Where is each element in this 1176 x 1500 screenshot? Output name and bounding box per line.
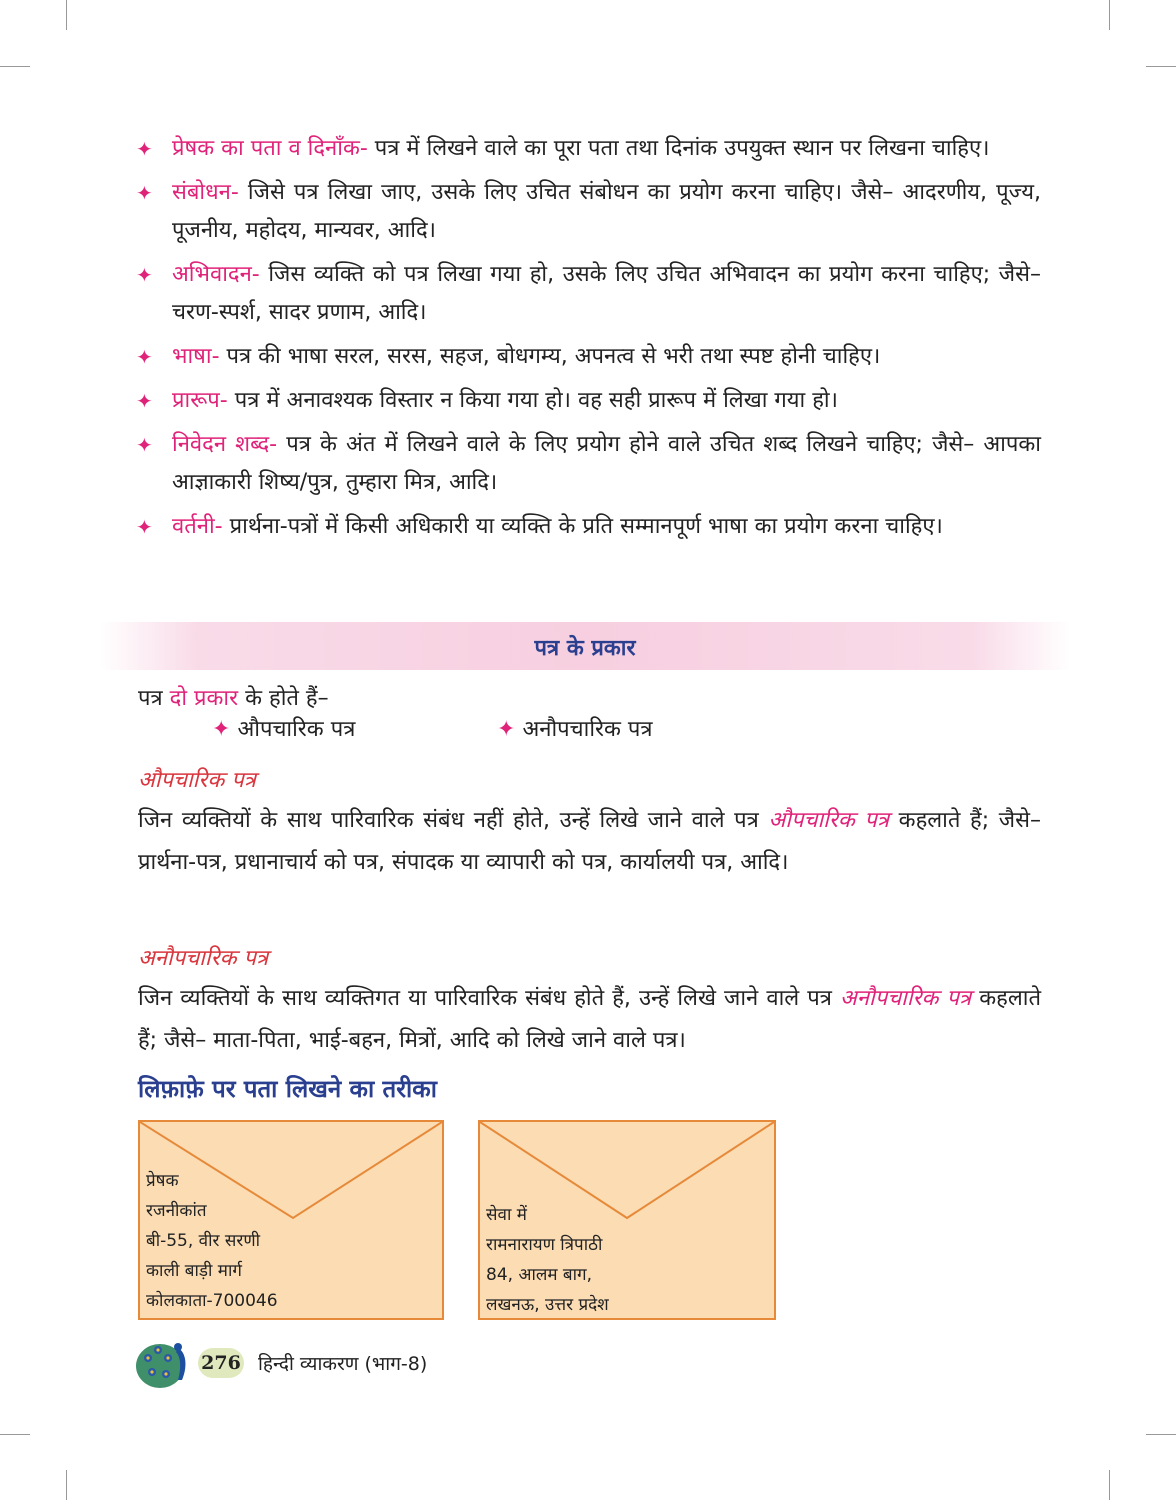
star-bullet-icon: ✦	[136, 137, 153, 161]
page-footer	[140, 1340, 540, 1400]
formal-paragraph	[138, 800, 1041, 884]
receiver-envelope	[478, 1120, 776, 1320]
list-item	[136, 426, 1041, 502]
list-item	[136, 382, 1041, 420]
page-number: 276	[198, 1348, 244, 1378]
section-heading: पत्र के प्रकार	[534, 636, 636, 661]
star-bullet-icon: ✦	[212, 717, 231, 742]
sender-address	[146, 1166, 278, 1316]
book-title: हिन्दी व्याकरण (भाग-8)	[258, 1353, 428, 1375]
type-label: अनौपचारिक पत्र	[522, 717, 653, 742]
point-term: अभिवादन-	[172, 262, 260, 287]
point-text: जिस व्यक्ति को पत्र लिखा गया हो, उसके लिए उचित अभिवादन का प्रयोग करना चाहिए; जैसे– चरण-स्पर्श, सादर प्रणाम, आदि।	[172, 262, 1041, 325]
address-line: काली बाड़ी मार्ग	[146, 1261, 242, 1281]
letter-elements-list	[136, 130, 1041, 552]
peacock-icon	[134, 1336, 204, 1396]
list-item	[136, 508, 1041, 546]
point-text: पत्र की भाषा सरल, सरस, सहज, बोधगम्य, अपनत्व से भरी तथा स्पष्ट होनी चाहिए।	[219, 344, 881, 369]
star-bullet-icon: ✦	[136, 389, 153, 413]
point-text: पत्र के अंत में लिखने वाले के लिए प्रयोग होने वाले उचित शब्द लिखने चाहिए; जैसे– आपका आज्ञाकारी शिष्य/पुत्र, तुम्हारा मित्र, आदि।	[172, 432, 1041, 495]
types-intro-pre: पत्र	[138, 686, 170, 711]
list-item	[136, 256, 1041, 332]
address-line: रजनीकांत	[146, 1201, 207, 1221]
point-text: प्रार्थना-पत्रों में किसी अधिकारी या व्यक्ति के प्रति सम्मानपूर्ण भाषा का प्रयोग करना चाहिए।	[222, 514, 943, 539]
point-text: पत्र में लिखने वाले का पूरा पता तथा दिनांक उपयुक्त स्थान पर लिखना चाहिए।	[367, 136, 990, 161]
informal-text-pre: जिन व्यक्तियों के साथ व्यक्तिगत या पारिवारिक संबंध होते हैं, उन्हें लिखे जाने वाले पत्र	[138, 986, 840, 1011]
star-bullet-icon: ✦	[136, 515, 153, 539]
star-bullet-icon: ✦	[136, 181, 153, 205]
envelope-heading: लिफ़ाफ़े पर पता लिखने का तरीका	[138, 1075, 437, 1103]
crop-mark	[0, 66, 30, 67]
crop-mark	[66, 1470, 67, 1500]
crop-mark	[1109, 1470, 1110, 1500]
star-bullet-icon: ✦	[136, 345, 153, 369]
point-term: संबोधन-	[172, 180, 239, 205]
address-line: सेवा में	[486, 1205, 527, 1225]
address-line: प्रेषक	[146, 1171, 179, 1191]
type-item-formal	[212, 714, 355, 746]
list-item	[136, 174, 1041, 250]
star-bullet-icon: ✦	[136, 433, 153, 457]
crop-mark	[1146, 1434, 1176, 1435]
types-intro	[138, 682, 329, 716]
crop-mark	[1109, 0, 1110, 30]
crop-mark	[66, 0, 67, 30]
point-term: भाषा-	[172, 344, 220, 369]
star-bullet-icon: ✦	[136, 263, 153, 287]
receiver-address	[486, 1200, 609, 1320]
formal-text-post: कहलाते हैं; जैसे– प्रार्थना-पत्र, प्रधानाचार्य को पत्र, संपादक या व्यापारी को पत्र, कार्यालयी पत्र, आदि।	[138, 808, 1041, 875]
point-text: जिसे पत्र लिखा जाए, उसके लिए उचित संबोधन का प्रयोग करना चाहिए। जैसे– आदरणीय, पूज्य, पूजनीय, महोदय, मान्यवर, आदि।	[172, 180, 1041, 243]
informal-paragraph	[138, 978, 1041, 1062]
point-term: वर्तनी-	[172, 514, 223, 539]
point-term: प्रेषक का पता व दिनाँक-	[172, 136, 368, 161]
types-intro-highlight: दो प्रकार	[169, 686, 239, 711]
sender-envelope	[138, 1120, 444, 1320]
types-intro-post: के होते हैं–	[238, 686, 329, 711]
point-term: निवेदन शब्द-	[172, 432, 278, 457]
list-item	[136, 130, 1041, 168]
point-term: प्रारूप-	[172, 388, 228, 413]
informal-text-post: कहलाते हैं; जैसे– माता-पिता, भाई-बहन, मित्रों, आदि को लिखे जाने वाले पत्र।	[138, 986, 1041, 1053]
formal-term: औपचारिक पत्र	[768, 808, 890, 833]
address-line: 84, आलम बाग,	[486, 1265, 592, 1285]
informal-heading: अनौपचारिक पत्र	[138, 946, 269, 971]
star-bullet-icon: ✦	[497, 717, 516, 742]
informal-term: अनौपचारिक पत्र	[839, 986, 972, 1011]
crop-mark	[0, 1434, 30, 1435]
address-line: बी-55, वीर सरणी	[146, 1231, 261, 1251]
address-line: लखनऊ, उत्तर प्रदेश	[486, 1295, 609, 1315]
section-heading-band	[100, 622, 1070, 670]
point-text: पत्र में अनावश्यक विस्तार न किया गया हो। वह सही प्रारूप में लिखा गया हो।	[227, 388, 838, 413]
formal-text-pre: जिन व्यक्तियों के साथ पारिवारिक संबंध नहीं होते, उन्हें लिखे जाने वाले पत्र	[138, 808, 769, 833]
address-line: कोलकाता-700046	[146, 1291, 278, 1311]
address-line: रामनारायण त्रिपाठी	[486, 1235, 603, 1255]
formal-heading: औपचारिक पत्र	[138, 768, 256, 793]
crop-mark	[1146, 66, 1176, 67]
type-item-informal	[497, 714, 653, 746]
list-item	[136, 338, 1041, 376]
type-label: औपचारिक पत्र	[237, 717, 356, 742]
